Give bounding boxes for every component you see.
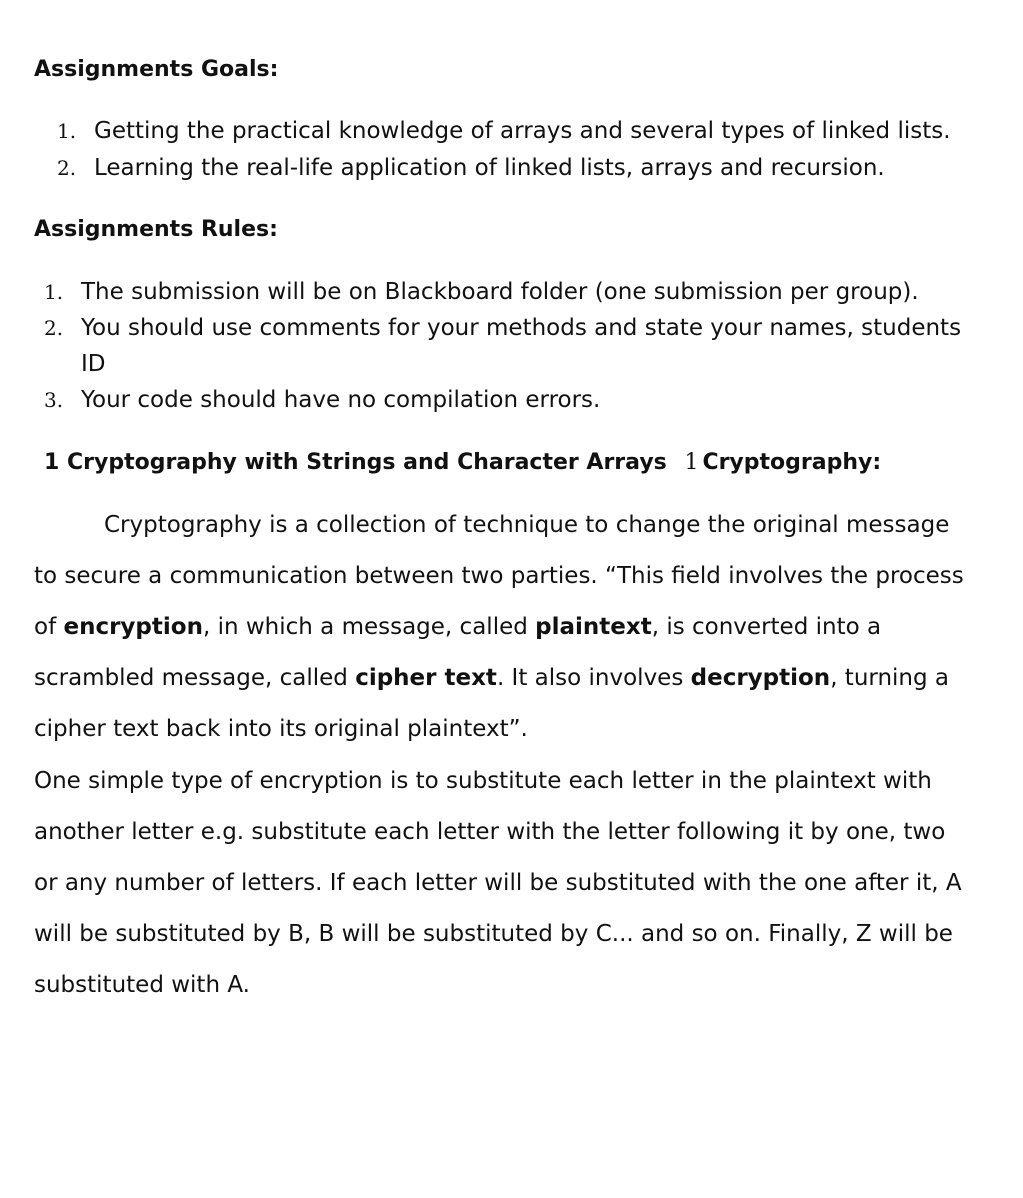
list-item <box>0 310 1023 346</box>
paragraph-text: , turning a cipher text back into its original plaintext”. <box>34 665 950 742</box>
list-item <box>0 150 1023 187</box>
list-item-text: You should use comments for your methods and state your names, students <box>81 315 962 341</box>
list-number: 3. <box>44 388 64 412</box>
paragraph-text: . It also involves <box>496 665 691 691</box>
paragraph-text: , is converted into a scrambled message, called <box>34 614 882 691</box>
section-title <box>44 447 881 479</box>
list-item-text: Getting the practical knowledge of arrays and several types of linked lists. <box>94 118 951 144</box>
list-number: 1. <box>44 280 64 304</box>
paragraph-text: Cryptography is a collection of technique to change the original message to secure a communication between two parties. “This field involves the process of <box>34 512 964 640</box>
goals-heading: Assignments Goals: <box>34 57 279 82</box>
section-number: 1 <box>44 450 60 475</box>
subsection-heading: Cryptography: <box>702 450 882 475</box>
subsection-number: 1 <box>684 450 699 475</box>
list-number: 1. <box>57 119 77 143</box>
substitution-paragraph: One simple type of encryption is to substitute each letter in the plaintext with another letter e.g. substitute each letter with the letter following it by one, two or any number of letters. If each letter will be substituted with the one after it, A will be substituted by B, B will be substituted by C... and so on. Finally, Z will be substituted with A. <box>34 768 962 998</box>
term-cipher-text: cipher text <box>355 665 497 691</box>
section-heading: Cryptography with Strings and Character Arrays <box>66 450 667 475</box>
list-number: 2. <box>57 156 77 180</box>
goals-list <box>0 113 1023 187</box>
list-item-text: The submission will be on Blackboard folder (one submission per group). <box>81 279 919 305</box>
term-encryption: encryption <box>63 614 203 640</box>
list-item <box>0 382 1023 418</box>
intro-paragraph <box>34 500 974 755</box>
list-item-text: ID <box>81 351 106 377</box>
list-item-continuation <box>0 346 1023 382</box>
list-item-text: Learning the real-life application of linked lists, arrays and recursion. <box>94 155 885 181</box>
list-item <box>0 274 1023 310</box>
term-plaintext: plaintext <box>535 614 652 640</box>
paragraph-text: , in which a message, called <box>202 614 536 640</box>
rules-heading: Assignments Rules: <box>34 217 278 242</box>
list-item-text: Your code should have no compilation errors. <box>81 387 601 413</box>
term-decryption: decryption <box>690 665 831 691</box>
list-number: 2. <box>44 316 64 340</box>
list-item <box>0 113 1023 150</box>
rules-list <box>0 274 1023 418</box>
